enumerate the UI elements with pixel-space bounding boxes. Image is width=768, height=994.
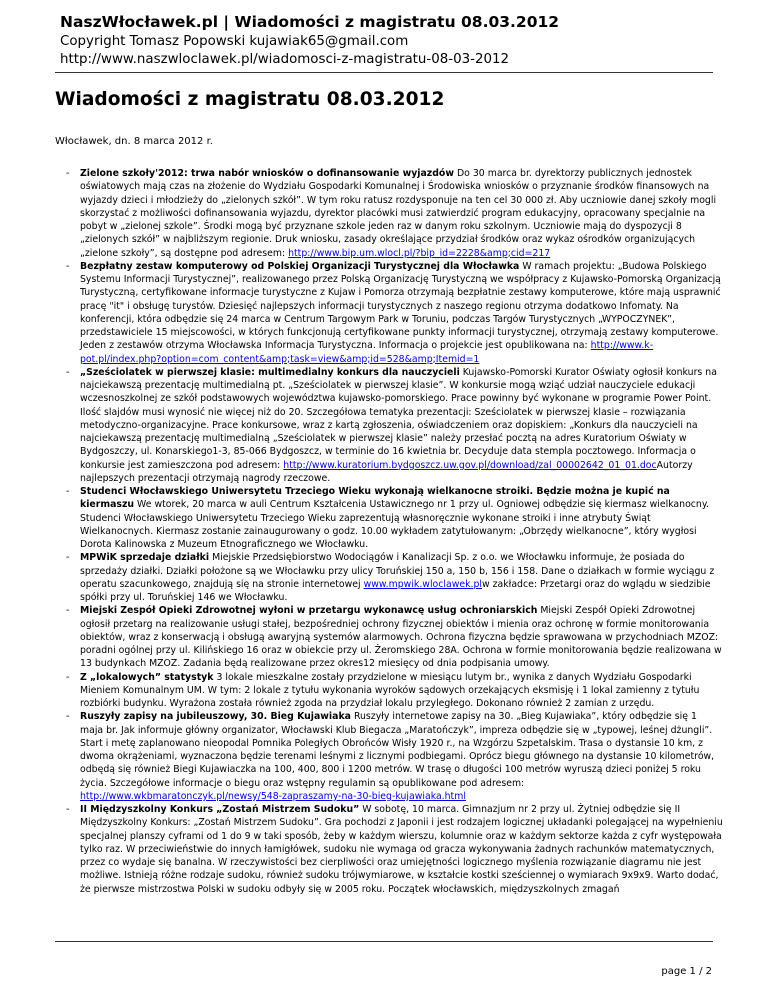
news-item-title: Bezpłatny zestaw komputerowy od Polskiej Organizacji Turystycznej dla Włocławka — [80, 260, 520, 272]
news-item-body: 3 lokale mieszkalne zostały przydzielone w miesiącu lutym br., wynika z danych Wydziału Gospodarki Mieniem Komunalnym UM. W tym: 2 lokale z tytułu wykonania wyroków sądowych orzekających eksmisję i 1 lokal zamienny z tytułu rozbiórki budynku. Wyrażona została również zgoda na przydział lokalu przyległego. Dokonano również 2 zamian z urzędu. — [80, 671, 700, 709]
news-item-body: Do 30 marca br. dyrektorzy publicznych jednostek oświatowych mają czas na złożenie do Wydziału Gospodarki Komunalnej i Środowiska wniosków o przyznanie środków finansowych na wyjazdy dzieci i młodzieży do „zielonych szkół”. W tym roku ratusz rozdysponuje na ten cel 30 000 zł. Aby uczniowie danej szkoły mogli skorzystać z możliwości dofinansowania wyjazdu, dyrektor placówki musi zatwierdzić program edukacyjny, opracowany specjalnie na pobyt w „zielonej szkole”. Środki mogą być przyznane szkole jeden raz w danym roku szkolnym. Uczniowie mają do dyspozycji 8 „zielonych szkół” w najbliższym regionie. Druk wniosku, zasady określające przydział środków oraz wykaz ośrodków organizujących „zielone szkoły”, są dostępne pod adresem: — [80, 168, 717, 259]
news-item-link[interactable]: www.mpwik.wloclawek.pl — [363, 578, 483, 590]
news-item — [66, 485, 723, 551]
news-item-title: Ruszyły zapisy na jubileuszowy, 30. Bieg Kujawiaka — [80, 711, 351, 723]
news-item-title: Studenci Włocławskiego Uniwersytetu Trzeciego Wieku wykonają wielkanocne stroiki. Będzie można je kupić na kiermaszu — [80, 486, 670, 511]
news-item-body: Miejski Zespół Opieki Zdrowotnej ogłosił przetarg na realizowanie usługi stałej, bezpośredniej ochrony fizycznej obiektów i mienia oraz ochronę w formie monitorowania obiektów, wraz z konserwacją i obsługą awaryjną systemów alarmowych. Ochrona fizyczna będzie sprawowana w przychodniach MZOZ: poradni ogólnej przy ul. Kilińskiego 16 oraz w obiekcie przy ul. Żeromskiego 28A. Ochrona w formie monitorowania będzie realizowana w 13 budynkach MZOZ. Zadania będą realizowane przez okres12 miesięcy od dnia podpisania umowy. — [80, 605, 722, 670]
news-list — [66, 167, 723, 896]
news-item-title: Miejski Zespół Opieki Zdrowotnej wyłoni w przetargu wykonawcę usług ochroniarskich — [80, 605, 538, 617]
news-item — [66, 551, 723, 604]
list-dash: - — [66, 366, 70, 378]
list-dash: - — [66, 671, 70, 683]
news-item-title: Z „lokalowych” statystyk — [80, 671, 214, 683]
copyright-line: Copyright Tomasz Popowski kujawiak65@gmail.com — [60, 34, 409, 49]
list-dash: - — [66, 260, 70, 272]
news-item-body: Miejskie Przedsiębiorstwo Wodociągów i Kanalizacji Sp. z o.o. we Włocławku informuje, że posiada do sprzedaży działki. Działki położone są we Włocławku przy ulicy Toruńskiej 150 a, 150 b, 156 i 158. Dane o działkach w formie wyciągu z operatu szacunkowego, znajdują się na stronie internetowej — [80, 552, 715, 590]
news-item-title: MPWiK sprzedaje działki — [80, 552, 210, 564]
news-item-link[interactable]: http://www.k-pot.pl/index.php?option=com_content&amp;task=view&amp;id=528&amp;Itemid=1 — [80, 340, 654, 365]
header-divider — [55, 72, 713, 73]
list-dash: - — [66, 552, 70, 564]
list-dash: - — [66, 605, 70, 617]
news-item — [66, 671, 723, 711]
news-item-body: Ruszyły internetowe zapisy na 30. „Bieg Kujawiaka”, który odbędzie się 1 maja br. Jak informuje główny organizator, Włocławski Klub Biegacza „Maratończyk”, impreza odbędzie się w „typowej, leśnej dżungli”. Start i metę zaplanowano nieopodal Pomnika Poległych Obrońców Wisły 1920 r., na Wzgórzu Szpetalskim. Trasa o dystansie 10 km, z dwoma okrążeniami, wyznaczona będzie terenami leśnymi z licznymi podbiegami. Oprócz biegu głównego na dystansie 10 kilometrów, odbędą się również Biegi Kujawiaczka na 100, 400, 800 i 1200 metrów. W trasę o długości 100 metrów wyruszą dzieci poniżej 5 roku życia. Szczegółowe informacje o biegu oraz wstępny regulamin są opublikowane pod adresem: — [80, 711, 715, 789]
list-dash: - — [66, 711, 70, 723]
news-item-title: „Sześciolatek w pierwszej klasie: multimedialny konkurs dla nauczycieli — [80, 366, 460, 378]
news-item-title: II Międzyszkolny Konkurs „Zostań Mistrzem Sudoku” — [80, 804, 360, 815]
news-item-link[interactable]: http://www.bip.um.wlocl.pl/?bip_id=2228&amp;cid=217 — [288, 247, 551, 259]
news-item-body: Kujawsko-Pomorski Kurator Oświaty ogłosił konkurs na najciekawszą prezentację multimedialną pt. „Sześciolatek w pierwszej klasie”. W konkursie mogą wziąć udział nauczyciele edukacji wczesnoszkolnej ze szkół podstawowych województwa kujawsko-pomorskiego. Prace powinny być wykonane w programie Power Point. Ilość slajdów musi wynosić nie więcej niż do 20. Szczegółowa tematyka prezentacji: Sześciolatek w pierwszej klasie – rozwiązania metodyczno-organizacyjne. Prace konkursowe, wraz z kartą zgłoszenia, oświadczeniem oraz dopiskiem: „Konkurs dla nauczycieli na najciekawszą prezentację multimedialną „Sześciolatek w pierwszej klasie” należy przesłać pocztą na adres Kuratorium Oświaty w Bydgoszczy, ul. Konarskiego1-3, 85-066 Bydgoszcz, w terminie do 16 kwietnia br. Decyduje data stempla pocztowego. Informacja o konkursie jest zamieszczona pod adresem: — [80, 366, 717, 471]
dateline: Włocławek, dn. 8 marca 2012 r. — [55, 136, 213, 147]
list-dash: - — [66, 486, 70, 497]
news-item-body: W sobotę, 10 marca. Gimnazjum nr 2 przy ul. Żytniej odbędzie się II Międzyszkolny Konkurs: „Zostań Mistrzem Sudoku”. Gra pochodzi z Japonii i jest rodzajem logicznej układanki polegającej na wypełnieniu specjalnej planszy cyframi od 1 do 9 w taki sposób, żeby w każdym wierszu, kolumnie oraz w każdym sektorze każda z cyfr występowała tylko raz. W przeciwieństwie do innych łamigłówek, sudoku nie wymaga od gracza wykonywania żadnych rachunków matematycznych, przez co wydaje się banalna. W rzeczywistości bez cierpliwości oraz umiejętności logicznego myślenia rozwiązanie diagramu nie jest możliwe. Istnieją różne rodzaje sudoku, również sudoku trójwymiarowe, w kształcie kostki sześciennej o wymiarach 9x9x9. Warto dodać, że pierwsze mistrzostwa Polski w sudoku odbyły się w 2005 roku. Początek włocławskich, międzyszkolnych zmagań — [80, 804, 723, 895]
site-title: NaszWłocławek.pl | Wiadomości z magistratu 08.03.2012 — [60, 13, 560, 31]
news-item-link[interactable]: http://www.kuratorium.bydgoszcz.uw.gov.pl/download/zal_00002642_01_01.doc — [283, 459, 657, 471]
news-item-tail: w zakładce: Przetargi oraz do wglądu w siedzibie spółki przy ul. Toruńskiej 146 we Włocławku. — [80, 578, 711, 603]
news-item — [66, 366, 723, 485]
page-header — [60, 12, 720, 69]
news-item — [66, 710, 723, 803]
article-title: Wiadomości z magistratu 08.03.2012 — [55, 89, 445, 110]
list-dash: - — [66, 804, 70, 815]
news-item-link[interactable]: http://www.wkbmaratonczyk.pl/newsy/548-zapraszamy-na-30-bieg-kujawiaka.html — [80, 790, 466, 802]
source-url: http://www.naszwloclawek.pl/wiadomosci-z-magistratu-08-03-2012 — [60, 52, 510, 67]
news-item-title: Zielone szkoły'2012: trwa nabór wniosków o dofinansowanie wyjazdów — [80, 168, 454, 179]
news-item-body: We wtorek, 20 marca w auli Centrum Kształcenia Ustawicznego nr 1 przy ul. Ogniowej odbędzie się kiermasz wielkanocny. Studenci Włocławskiego Uniwersytetu Trzeciego Wieku zaprezentują własnoręcznie wykonane stroiki i inne atrybuty Świąt Wielkanocnych. Kiermasz zostanie zainaugurowany o godz. 10.00 wykładem zatytułowanym: „Obrzędy wielkanocne”, który wygłosi Dorota Kalinowska z Muzeum Etnograficznego we Włocławku. — [80, 499, 710, 550]
news-item — [66, 260, 723, 366]
page-number: page 1 / 2 — [661, 966, 712, 977]
news-item-body: W ramach projektu: „Budowa Polskiego Systemu Informacji Turystycznej”, realizowanego przez Polską Organizację Turystyczną we współpracy z Kujawsko-Pomorską Organizacją Turystyczną, certyfikowane informacje turystyczne z Kujaw i Pomorza otrzymają bezpłatnie zestawy komputerowe, które mają usprawnić pracę "it" i obsługę turystów. Dziesięć najlepszych informacji turystycznych z naszego regionu otrzyma dodatkowo Infomaty. Na konferencji, która odbędzie się 24 marca w Centrum Targowym Park w Toruniu, podczas Targów Turystycznych „WYPOCZYNEK”, przedstawiciele 15 miejscowości, w których funkcjonują certyfikowane punkty informacji turystycznej, otrzymają zestawy komputerowe. Jeden z zestawów otrzyma Włocławska Informacja Turystyczna. Informacja o projekcie jest opublikowana na: — [80, 260, 721, 352]
list-dash: - — [66, 168, 70, 179]
news-item-tail: Autorzy najlepszych prezentacji otrzymają nagrody rzeczowe. — [80, 459, 693, 484]
news-item — [66, 167, 723, 260]
news-item — [66, 604, 723, 670]
footer-divider — [55, 941, 713, 942]
news-item — [66, 803, 723, 896]
